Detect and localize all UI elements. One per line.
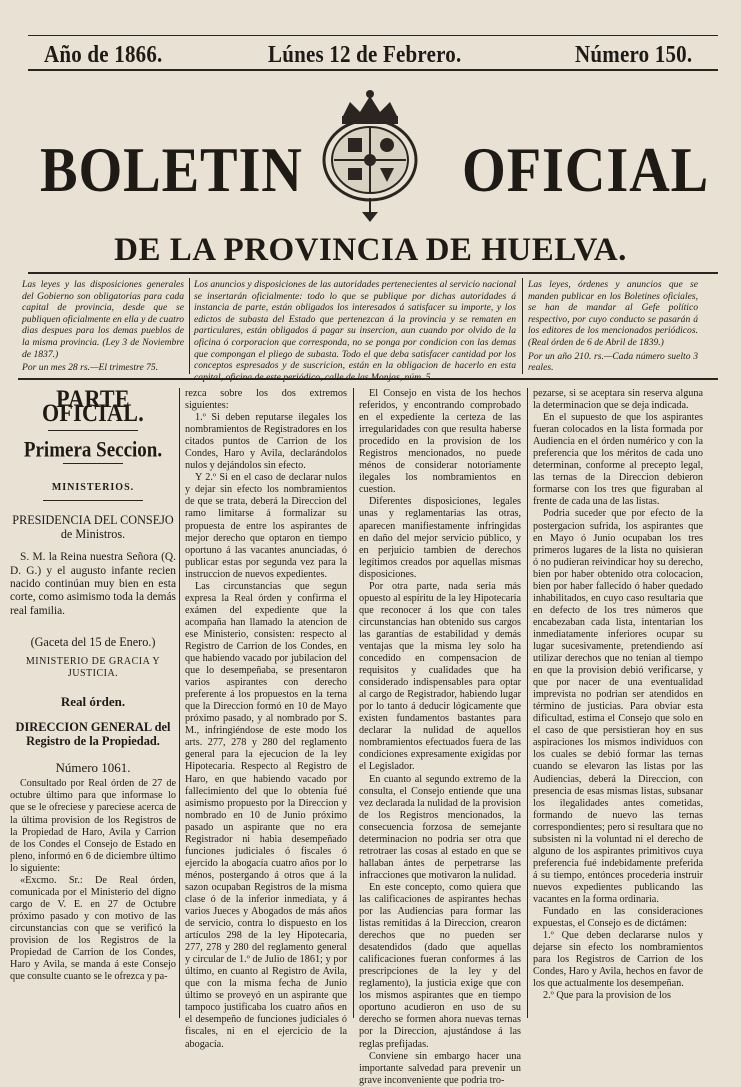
direccion-heading: DIRECCION GENERAL del Registro de la Propiedad. (15, 720, 171, 749)
paragraph: rezca sobre los dos extremos siguientes: (185, 388, 347, 412)
paragraph: En este concepto, como quiera que las calificaciones de aspirantes hechas por las Audiencias para formar las listas remitidas á la Direccion, crearon derechos que no pueden ser desatendidos (dado que aquellas calificaciones fueran conformes á las prescripciones de la ley y del reglamento), la justicia exige que con los mismos aspirantes que en tiempo oportuno acudieron en uso de su derecho se formen ahora nuevas ternas por la Direccion, ajustándose á las reglas prefijadas. (359, 881, 521, 1050)
paragraph: En cuanto al segundo extremo de la consulta, el Consejo entiende que una vez declarada la nulidad de la provision de los Registros mencionados, la consecuencia forzosa de semejante determinacion no podria ser otra que retrotraer las cosas al estado en que se hallaban ántes de perpetrarse las infracciones que motivaron la nulidad. (359, 773, 521, 881)
column-1 (10, 384, 176, 983)
paragraph: Las circunstancias que segun expresa la Real órden y confirma el exámen del expediente que la acompaña han llamado la atencion de ese Ministerio, consisten: respecto al Registro de Carrion de los Condes, en que habiendo vacado por jubilacion del que lo desempeñaba, se presentaron varios aspirantes con derecho preferente á los propuestos en la terna que la Direccion formó en 10 de Mayo próximo pasado, y al nombrado por S. M., infringiéndose de este modo los arts. 277, 278 y 280 del reglamento general para la ejecucion de la ley Hipotecaria. Respecto al Registro de Haro, en que habiendo vacado por fallecimiento del que lo obtenia fué asimismo propuesto por la Direccion y nombrado en 10 de Junio próximo pasado un aspirante que no era Registrador ni habia desempeñado funciones judiciales ó fiscales ó ejercido la abogacía cuatro años por lo ménos, postergando á otros que á la sazon ocupaban Registros de la misma clase ó de la inferior inmediata, y á varios Jueces y Abogados de más años de servicio, contra lo dispuesto en los artículos 298 de la ley Hipotecaria, 277, 278 y 280 del reglamento general y circular de 1.º de Julio de 1861; y por último, en cuanto al Registro de Avila, que con la misma fecha de Junio último se proveyó en un aspirante que tampoco justificaba los cuatro años en el desempeño de funciones judiciales ó fiscales, ni en el ejercicio de la abogacía. (185, 580, 347, 1050)
paragraph: 2.º Que para la provision de los (543, 990, 671, 1002)
notice-left-text: Las leyes y las disposiciones generales del Gobierno son obligatorias para cada capital de provincia, desde que se publiquen oficialmente en ella y de cuatro dias despues para los demas pueblos de la misma provincia. (Ley 3 de Noviembre de 1837.) (22, 279, 184, 360)
notice-center-text: Los anuncios y disposiciones de las autoridades pertenecientes al servicio nacional se insertarán oficialmente: todo lo que se publique por dichas autoridades á instancia de parte, están obligados los interesados á satisfacer su importe, y los edictos de subasta del Estado que pertenezcan á la provincia y se rematen en particulares, están obligados á pagar su insercion, aun cuando por olvido de la oficina ó corporacion que corresponda, no se ponga por condicion con las demas que compongan el pliego de subasta. Todo el que deba satisfacer cantidad por los conceptos espresados y de suscricion, están en la obligacion de hacerlo en esta (194, 279, 516, 372)
ministerio-heading: MINISTERIO DE GRACIA Y JUSTICIA. (25, 656, 161, 680)
notice-right-price: Por un año 210. rs.—Cada número suelto 3 reales. (528, 350, 698, 374)
issue-number: Número 150. (575, 40, 693, 68)
parte-oficial-title: PARTE OFICIAL. (41, 384, 145, 427)
column-divider-1 (179, 388, 180, 1018)
notice-center (194, 279, 516, 383)
paragraph: Conviene sin embargo hacer una importante salvedad para prevenir un grave inconveniente que podria tro- (359, 1050, 521, 1086)
masthead-left: BOLETIN (40, 134, 303, 205)
numero-heading: Número 1061. (55, 760, 131, 776)
masthead-rule (28, 272, 718, 274)
paragraph: S. M. la Reina nuestra Señora (Q. D. G.) y el augusto infante recien nacido continúan muy bien en esta corte, como asimismo toda la demás real familia. (10, 551, 176, 617)
real-orden-heading: Real órden. (60, 694, 126, 710)
column-divider-2 (353, 388, 354, 1018)
notice-right-text: Las leyes, órdenes y anuncios que se manden publicar en los Boletines oficiales, se han de mandar al Gefe político respectivo, por cuyo conducto se pasarán á los editores de los mencionados periódicos. (Real órden de 6 de Abril de 1839.) (528, 279, 698, 348)
notices-rule (18, 378, 718, 380)
paragraph: pezarse, si se aceptara sin reserva alguna la determinacion que se deja indicada. (533, 388, 703, 412)
paragraph: Por otra parte, nada seria más opuesto al espíritu de la ley Hipotecaria que reconocer á los que con tales circunstancias han obtenido sus cargos las garantías de estabilidad y demás ventajas que la misma ley solo ha concedido en compensacion de requisitos y cualidades que ha considerado indispensables para optar al cargo de Registrador, habiendo lugar por lo tanto á deducir lógicamente que existen fundamentos bastantes para declarar la nulidad de aquellos nombramientos efectuados fuera de las condiciones expresamente exigidas por el Legislador. (359, 580, 521, 773)
header-rule (28, 69, 718, 71)
column-2 (185, 388, 347, 1051)
paragraph: Y 2.º Si en el caso de declarar nulos y dejar sin efecto los nombramientos de que se trata, deberá la Direccion del ramo limitarse á formalizar su propuesta de entre los aspirantes de mejor derecho que optaron en tiempo oportuno á las vacantes anunciadas, ó publicar estas por segunda vez para la instruccion de nuevos expedientes. (185, 472, 347, 580)
paragraph: 1.º Si deben reputarse ilegales los nombramientos de Registradores en los citados puntos de Carrion de los Condes, Haro y Avila, declarándolos nulos y dejándolos sin efecto. (185, 412, 347, 472)
column-4 (533, 388, 703, 1002)
paragraph: «Excmo. Sr.: De Real órden, comunicada por el Ministerio del digno cargo de V. E. en 27 de Octubre próximo pasado y con motivo de las circunstancias con que se verificó la provision de los Registros de la Propiedad de Carrion de los Condes, Haro y Avila, se manda á este Consejo que consulte cuanto se le ofrezca y pa- (10, 874, 176, 983)
paragraph: Consultado por Real órden de 27 de octubre último para que informase lo que se le ofreciese y pareciese acerca de la última provision de los Registros de la Propiedad de Haro, Avila y Carrion de los Condes el Consejo de Estado en pleno, informó en 6 de diciembre último lo siguiente: (10, 778, 176, 874)
notice-divider-2 (522, 278, 523, 374)
notice-left-price: Por un mes 28 rs.—El trimestre 75. (22, 362, 159, 374)
notice-divider-1 (189, 278, 190, 374)
presidencia-heading: PRESIDENCIA DEL CONSEJO de Ministros. (12, 513, 174, 542)
notice-left (22, 279, 184, 374)
rule (63, 463, 123, 464)
ministerios-heading: MINISTERIOS. (51, 482, 135, 494)
paragraph: El Consejo en vista de los hechos referidos, y encontrando comprobado en el expediente la certeza de las irregularidades con que resulta haberse procedido en la provision de los Registros mencionados, no puede ménos de considerar notoriamente ilegales los nombramientos en cuestion. (359, 388, 521, 496)
rule (43, 500, 143, 501)
date-label: Lúnes 12 de Febrero. (268, 40, 462, 68)
paragraph: 1.º Que deben declararse nulos y dejarse sin efecto los nombramientos para los Registros de Carrion de los Condes, Haro y Avila, hechos en favor de los que actualmente los desempeñan. (533, 930, 703, 990)
column-3 (359, 388, 521, 1087)
year-label: Año de 1866. (44, 40, 163, 68)
paragraph: Podria suceder que por efecto de la postergacion sufrida, los aspirantes que en Mayo ó Junio ocupaban los tres primeros lugares de la lista no quisieran ó no pudieran reivindicar hoy su derecho, bien por haber obtenido otra colocacion, bien por haber fallecido ó haber quedado inhabilitados, en cuyo caso resultaria que en defecto de los tres números que encabezaban cada lista, intentarian los inmediatamente inferiores ocupar su lugar sucesivamente, pretendiendo así utilizar derechos que no tenian al tiempo en que la provision debió verificarse, y que por nacer de una eventualidad imprevista no podrian ser atendidos en término de justicias. Para obviar esta dificultad, estima el Consejo que solo en el caso de que persistieran hoy en sus aspiraciones los mismos individuos con los cuales se debió formar las ternas cuando se elevaron las listas por las Audiencias, deberá la Direccion, con presencia de esas mismas listas, subsanar los ilegalidades antes cometidas, formando de nuevo las ternas correspondientes; pero si resultara que no subsisten ni la voluntad ni el derecho de alguno de los aspirantes primitivos cuya preferencia fué indebidamente preferida á su tiempo, entónces procederia instruir nuevos expedientes publicando las vacantes en la forma ordinaria. (533, 508, 703, 905)
paragraph: Fundado en las consideraciones expuestas, el Consejo es de dictámen: (533, 906, 703, 930)
column-divider-3 (527, 388, 528, 1018)
top-rule (28, 35, 718, 36)
rule (48, 430, 138, 431)
coat-of-arms-icon (312, 88, 428, 222)
province-title: DE LA PROVINCIA DE HUELVA. (114, 232, 627, 268)
seccion-title: Primera Seccion. (23, 438, 163, 463)
masthead-right: OFICIAL (462, 134, 710, 205)
gaceta-citation: (Gaceta del 15 de Enero.) (30, 635, 156, 650)
paragraph: En el supuesto de que los aspirantes fueran colocados en la lista formada por Audiencia en el órden numérico y con la preferencia que los méritos de cada uno determinan, conforme al precepto legal, las ternas de la Direccion debieron formarse con los tres que figuraban al frente de cada una de las listas. (533, 412, 703, 508)
notice-right (528, 279, 698, 374)
paragraph: Diferentes disposiciones, legales unas y reglamentarias las otras, aparecen manifiestamente infringidas en daño del mejor servicio público, y en perjuicio tambien de derechos legítimos creados por aquellas mismas disposiciones. (359, 496, 521, 580)
